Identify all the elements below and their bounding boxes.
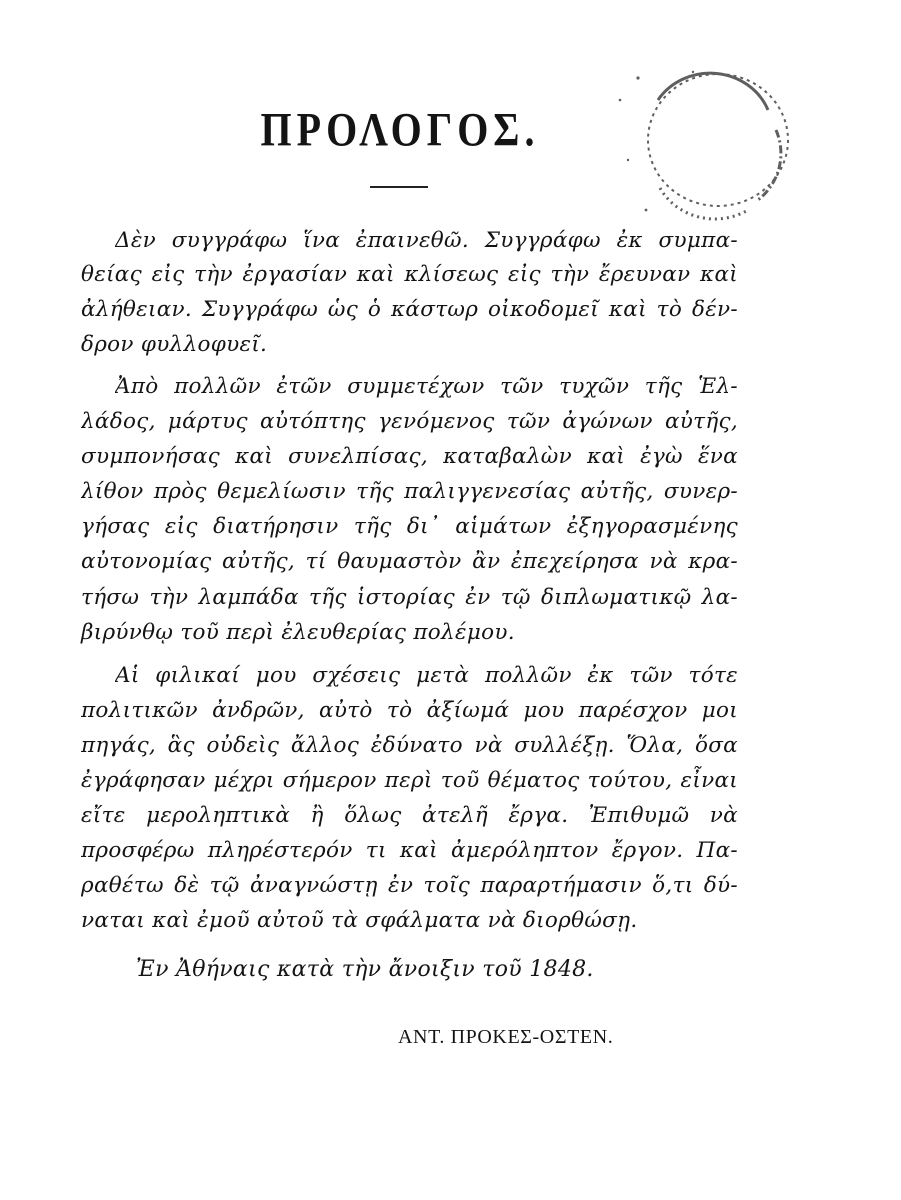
text-line: ναται καὶ ἐμοῦ αὐτοῦ τὰ σφάλματα νὰ διορθώσῃ. (81, 908, 638, 933)
text-line: Ἀπὸ πολλῶν ἐτῶν συμμετέχων τῶν τυχῶν τῆς Ἑλ- (115, 374, 738, 399)
page-title: ΠΡΟΛΟΓΟΣ. (260, 102, 540, 157)
text-line: γήσας εἰς διατήρησιν τῆς δι᾽ αἱμάτων ἐξηγορασμένης (81, 514, 738, 539)
dateline: Ἐν Ἀθήναις κατὰ τὴν ἄνοιξιν τοῦ 1848. (136, 957, 594, 982)
text-line: Δὲν συγγράφω ἵνα ἐπαινεθῶ. Συγγράφω ἐκ συμπα- (115, 228, 738, 253)
text-line: ραθέτω δὲ τῷ ἀναγνώστῃ ἐν τοῖς παραρτήμασιν ὅ,τι δύ- (81, 873, 738, 898)
text-line: ἐγράφησαν μέχρι σήμερον περὶ τοῦ θέματος τούτου, εἶναι (81, 768, 738, 793)
text-line: τήσω τὴν λαμπάδα τῆς ἱστορίας ἐν τῷ διπλωματικῷ λα- (81, 585, 738, 610)
text-line: προσφέρω πληρέστερόν τι καὶ ἀμερόληπτον ἔργον. Πα- (81, 838, 738, 863)
text-line: εἴτε μεροληπτικὰ ἢ ὅλως ἀτελῆ ἔργα. Ἐπιθυμῶ νὰ (81, 803, 738, 828)
text-line: λίθον πρὸς θεμελίωσιν τῆς παλιγγενεσίας αὐτῆς, συνερ- (81, 479, 738, 504)
text-line: πολιτικῶν ἀνδρῶν, αὐτὸ τὸ ἀξίωμά μου παρέσχον μοι (81, 698, 738, 723)
text-line: δρον φυλλοφυεῖ. (81, 332, 268, 357)
text-line: θείας εἰς τὴν ἐργασίαν καὶ κλίσεως εἰς τὴν ἔρευναν καὶ (81, 262, 738, 287)
library-stamp-icon (598, 60, 798, 240)
text-line: Αἱ φιλικαί μου σχέσεις μετὰ πολλῶν ἐκ τῶν τότε (115, 663, 738, 688)
text-line: πηγάς, ἃς οὐδεὶς ἄλλος ἐδύνατο νὰ συλλέξῃ. Ὅλα, ὅσα (81, 733, 738, 758)
text-line: αὐτονομίας αὐτῆς, τί θαυμαστὸν ἂν ἐπεχείρησα νὰ κρα- (81, 549, 738, 574)
text-line: συμπονήσας καὶ συνελπίσας, καταβαλὼν καὶ ἐγὼ ἕνα (81, 444, 738, 469)
text-line: λάδος, μάρτυς αὐτόπτης γενόμενος τῶν ἀγώνων αὐτῆς, (81, 409, 738, 434)
author-signature: ΑΝΤ. ΠΡΟΚΕΣ-ΟΣΤΕΝ. (398, 1026, 614, 1048)
text-line: ἀλήθειαν. Συγγράφω ὡς ὁ κάστωρ οἰκοδομεῖ καὶ τὸ δέν- (81, 297, 738, 322)
text-line: βιρύνθῳ τοῦ περὶ ἐλευθερίας πολέμου. (81, 620, 515, 645)
title-divider (370, 186, 428, 188)
